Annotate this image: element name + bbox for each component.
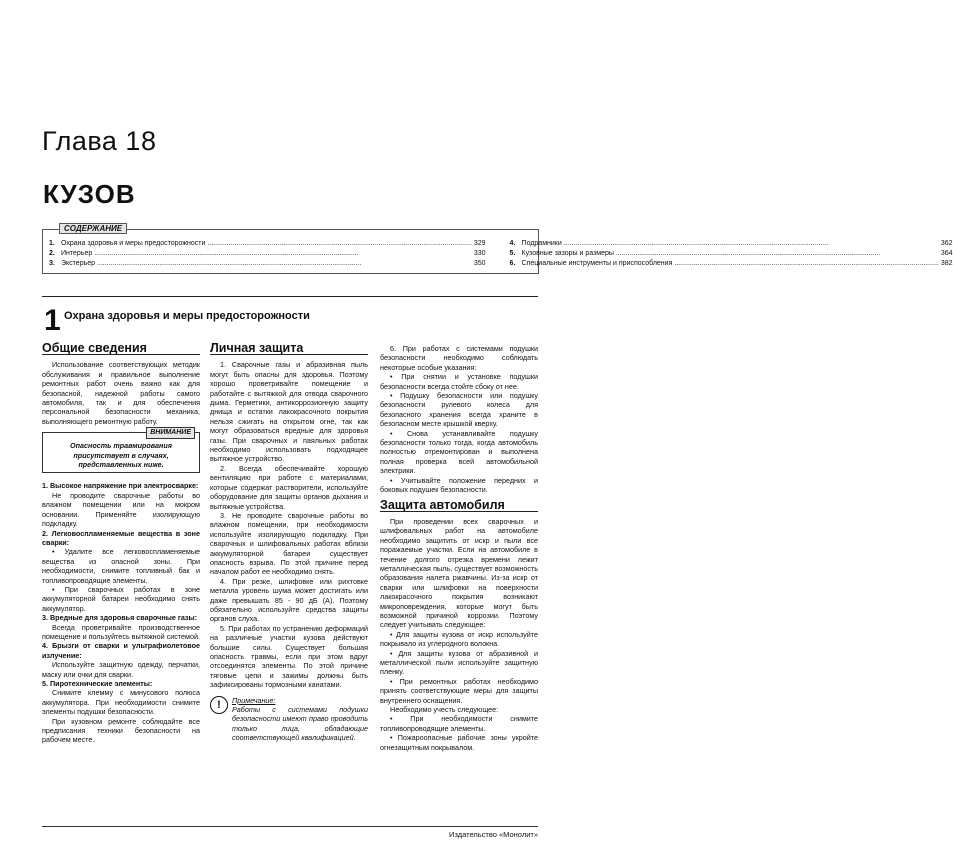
note-text: Работы с системами подушки безопасности имеют право проводить только лица, обладающие соответствующей квалификацией. xyxy=(232,705,368,743)
toc-entry xyxy=(510,259,953,269)
exclamation-icon: ! xyxy=(210,696,228,714)
section-number: 1 xyxy=(44,304,61,337)
body-paragraph: Используйте защитную одежду, перчатки, маску или очки для сварки. xyxy=(42,660,200,679)
toc-entry-title: Специальные инструменты и приспособления ..... xyxy=(522,259,939,269)
body-paragraph: Снимите клемму с минусового полюса аккумулятора. При необходимости снимите элементы подушки безопасности. xyxy=(42,688,200,717)
body-paragraph: • При сварочных работах в зоне аккумуляторной батареи необходимо снять аккумулятор. xyxy=(42,584,200,613)
heading-vehicle-protection: Защита автомобиля xyxy=(380,501,538,512)
body-paragraph: • При ремонтных работах необходимо принять соответствующие меры для защиты внутреннего оснащения. xyxy=(380,676,538,705)
intro-paragraph: Использование соответствующих методик обслуживания и правильное выполнение ремонтных работ очень важно как для безопасной, надежной работы самого автомобиля, так и для обеспечения персональной безопасности механика, выполняющего ремонтную работу. xyxy=(42,360,200,426)
body-paragraph: 6. При работах с системами подушки безопасности необходимо соблюдать некоторые особые указания: xyxy=(380,344,538,372)
toc-entry-title: Интерьер ..... xyxy=(61,249,472,259)
body-paragraph: • Пожароопасные рабочие зоны укройте огнезащитным покрывалом. xyxy=(380,733,538,752)
note-block xyxy=(210,696,368,743)
toc-entry-number: 5. xyxy=(509,250,516,257)
warning-tag: ВНИМАНИЕ xyxy=(146,427,195,438)
body-paragraph: • Для защиты кузова от абразивной и металлической пыли используйте защитную пленку. xyxy=(380,648,538,677)
body-paragraph: • Удалите все легковоспламеняемые вещества из опасной зоны. При необходимости, снимите топливный бак и топливопроводящие элементы. xyxy=(42,547,200,585)
toc-entry-page: 329 xyxy=(473,240,486,247)
body-paragraph: • При снятии и установке подушки безопасности всегда стойте сбоку от нее. xyxy=(380,372,538,391)
column-general-info xyxy=(42,341,201,745)
toc-entry-number: 2. xyxy=(49,250,55,257)
column-personal-protection xyxy=(210,341,368,743)
toc-column-right xyxy=(510,239,953,269)
toc-entry-number: 1. xyxy=(49,240,55,247)
body-paragraph: При проведении всех сварочных и шлифовальных работ на автомобиле необходимо защитить от искр и пыли все поражаемые участки. Если на автомобиле в течение долгого отрезка времени лежит металлическая пыль, существует возможность образования налета ржавчины. Из-за искр от сварки или шлифовки на поверхности лакокрасочного покрытия возникают микроповреждения, которые могут быть возможной причиной коррозии. Поэтому следует учитывать следующее: xyxy=(380,516,538,630)
body-paragraph: 4. Брызги от сварки и ультрафиолетовое излучение: xyxy=(42,641,200,660)
note-title: Примечание: xyxy=(232,695,276,705)
body-paragraph: • При необходимости снимите топливопроводящие элементы. xyxy=(380,714,538,733)
toc-entry-number: 4. xyxy=(509,240,516,247)
toc-entry xyxy=(510,249,953,259)
body-paragraph: • Для защиты кузова от искр используйте покрывало из углеродного волокна. xyxy=(380,629,538,649)
body-paragraph: 2. Легковоспламеняемые вещества в зоне сварки: xyxy=(42,528,200,547)
warning-box xyxy=(42,429,200,473)
body-paragraph: Необходимо учесть следующее: xyxy=(390,705,499,715)
body-paragraph: 5. При работах по устранению деформаций на различные участки кузова действуют большие силы. Существует большая опасность травмы, если при этом вдруг отсоединятся элементы. По этой причине тяговые цепи и зажимы должны быть зафиксированы тормозными канатами. xyxy=(210,623,368,690)
body-paragraph: Не проводите сварочные работы во влажном помещении или на мокром основании. Применяйте изолирующую подкладку. xyxy=(42,490,200,529)
toc-entry-page: 362 xyxy=(940,240,953,247)
toc-entry-title: Подрамники ..... xyxy=(522,239,939,249)
toc-entry xyxy=(49,249,486,259)
body-paragraph: 1. Сварочные газы и абразивная пыль могут быть опасны для здоровья. Поэтому хорошо проветривайте помещение и работайте с вытяжкой для отвода сварочного дыма. Герметики, антикоррозионную защиту днища и остатки лакокрасочного покрытия нельзя сжигать на открытом огне, так как могут образоваться вредные для здоровья газы. При сварочных и паяльных работах необходимо использовать подходящее вытяжное устройство. xyxy=(210,360,368,464)
toc-entry-page: 330 xyxy=(473,250,486,257)
toc-label: СОДЕРЖАНИЕ xyxy=(59,223,127,234)
body-paragraph: При кузовном ремонте соблюдайте все предписания техники безопасности на рабочем месте. xyxy=(42,716,200,745)
heading-general-info: Общие сведения xyxy=(42,344,200,355)
toc-entry-title: Охрана здоровья и меры предосторожности ..... xyxy=(61,239,472,249)
column-vehicle-protection xyxy=(380,344,538,752)
toc-entry-page: 350 xyxy=(473,260,486,267)
heading-personal-protection: Личная защита xyxy=(210,344,368,355)
toc-entry xyxy=(49,239,486,249)
section-title: Охрана здоровья и меры предосторожности xyxy=(64,310,310,322)
chapter-label: Глава 18 xyxy=(42,126,157,156)
section-divider xyxy=(42,296,538,297)
body-paragraph: 4. При резке, шлифовке или рихтовке металла уровень шума может достигать или даже превышать 85 - 90 дБ (А). Поэтому обязательно используйте средства защиты органов слуха. xyxy=(210,576,368,624)
toc-entry-number: 6. xyxy=(509,260,516,267)
toc-entry xyxy=(510,239,953,249)
body-paragraph: 1. Высокое напряжение при электросварке: xyxy=(42,481,199,491)
body-paragraph: 2. Всегда обеспечивайте хорошую вентиляцию при работе с материалами, которые содержат растворители, используйте оборудование для защиты органов дыхания и вытяжные устройства. xyxy=(210,463,368,511)
toc-entry-title: Кузовные зазоры и размеры ..... xyxy=(522,249,939,259)
toc-entry-number: 3. xyxy=(49,260,55,267)
table-of-contents xyxy=(42,224,953,274)
body-paragraph: 3. Не проводите сварочные работы во влажном помещении, при необходимости используйте изолирующую подкладку. При сварочных и шлифовальных работах вблизи аккумуляторной батареи существует опасность взрыва. По этой причине перед началом работ ее необходимо снять. xyxy=(210,510,368,577)
warning-text: Опасность травмирования присутствует в случаях, представленных ниже. xyxy=(70,441,172,470)
body-paragraph: • Снова устанавливайте подушку безопасности только тогда, когда автомобиль полностью отремонтирован и выполнена полная проверка всей автомобильной электрики. xyxy=(380,428,538,476)
footer-divider xyxy=(42,826,538,827)
chapter-title: КУЗОВ xyxy=(43,179,136,209)
body-paragraph: 5. Пиротехнические элементы: xyxy=(42,679,153,688)
publisher-footer: Издательство «Монолит» xyxy=(449,830,538,839)
toc-entry xyxy=(49,259,486,269)
body-paragraph: Всегда проветривайте производственное помещение и пользуйтесь вытяжной системой. xyxy=(42,622,201,641)
body-paragraph: • Учитывайте положение передних и боковых подушек безопасности. xyxy=(380,475,538,495)
toc-entry-page: 382 xyxy=(940,260,953,267)
toc-entry-page: 364 xyxy=(940,250,953,257)
body-paragraph: • Подушку безопасности или подушку безопасности рулевого колеса для безопасного хранения всегда храните в безопасном месте крышкой кверху. xyxy=(380,391,538,429)
body-paragraph: 3. Вредные для здоровья сварочные газы: xyxy=(42,613,198,623)
toc-entry-title: Экстерьер ..... xyxy=(61,259,472,269)
toc-column-left xyxy=(49,239,486,269)
